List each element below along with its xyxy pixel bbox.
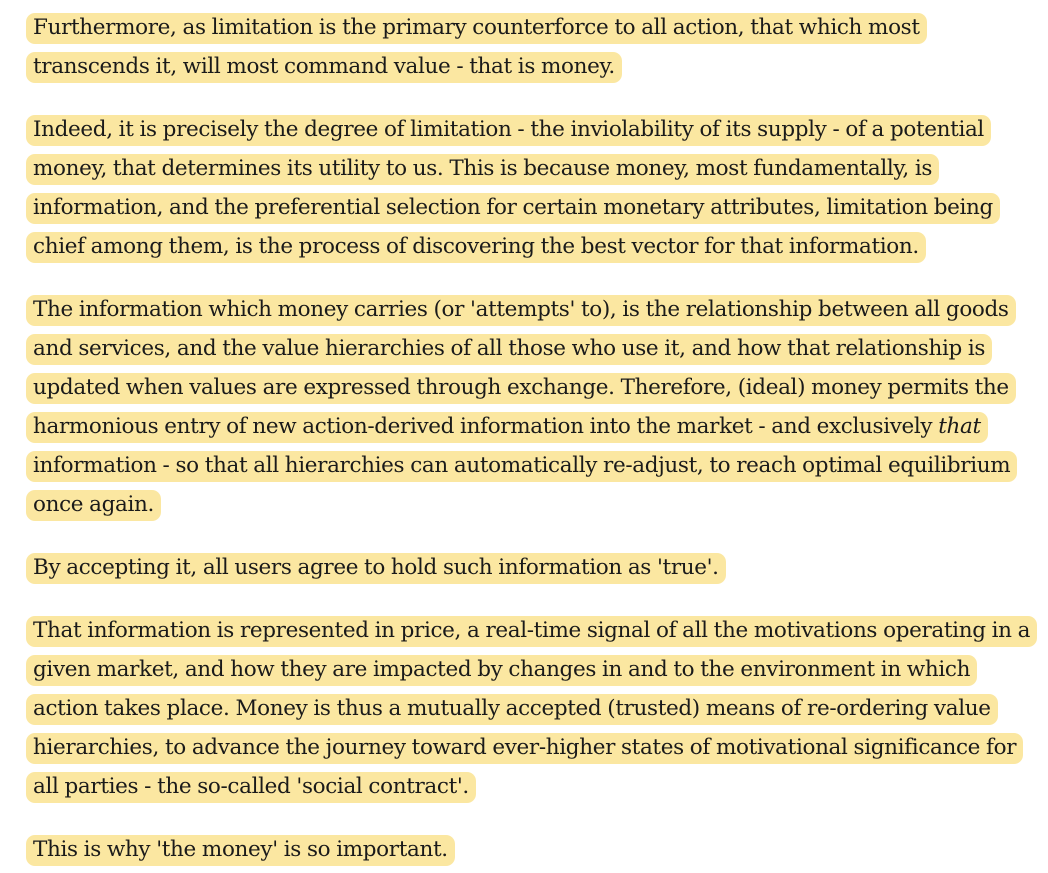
paragraph-3 — [26, 290, 1040, 524]
paragraph-2 — [26, 110, 1040, 266]
italic-emphasis: that — [938, 414, 981, 439]
paragraph-6 — [26, 830, 1040, 869]
highlighted-text: That information is represented in price, a real-time signal of all the motivations operating in a given market, and how they are impacted by changes in and to the environment in which action takes place. Money is thus a mutually accepted (trusted) means of re-ordering value hierarchies, to advance the journey toward ever-higher states of motivational significance for all parties - the so-called 'social contract'. — [26, 616, 1037, 803]
paragraph-4 — [26, 548, 1040, 587]
text-segment: The information which money carries (or 'attempts' to), is the relationship between all goods and services, and the value hierarchies of all those who use it, and how that relationship is updated when values are expressed through exchange. Therefore, (ideal) money permits the harmonious entry of new action-derived information into the market - and exclusively — [33, 297, 1009, 439]
text-segment: information - so that all hierarchies can automatically re-adjust, to reach optimal equilibrium once again. — [33, 453, 1011, 517]
paragraph-1 — [26, 8, 1040, 86]
highlighted-text: By accepting it, all users agree to hold such information as 'true'. — [26, 553, 726, 584]
paragraph-5 — [26, 611, 1040, 806]
highlighted-text: Furthermore, as limitation is the primary counterforce to all action, that which most transcends it, will most command value - that is money. — [26, 13, 927, 83]
highlighted-text: Indeed, it is precisely the degree of limitation - the inviolability of its supply - of a potential money, that determines its utility to us. This is because money, most fundamentally, is information, and the preferential selection for certain monetary attributes, limitation being chief among them, is the process of discovering the best vector for that information. — [26, 115, 1000, 263]
highlighted-text: This is why 'the money' is so important. — [26, 835, 455, 866]
highlighted-text — [26, 295, 1017, 521]
